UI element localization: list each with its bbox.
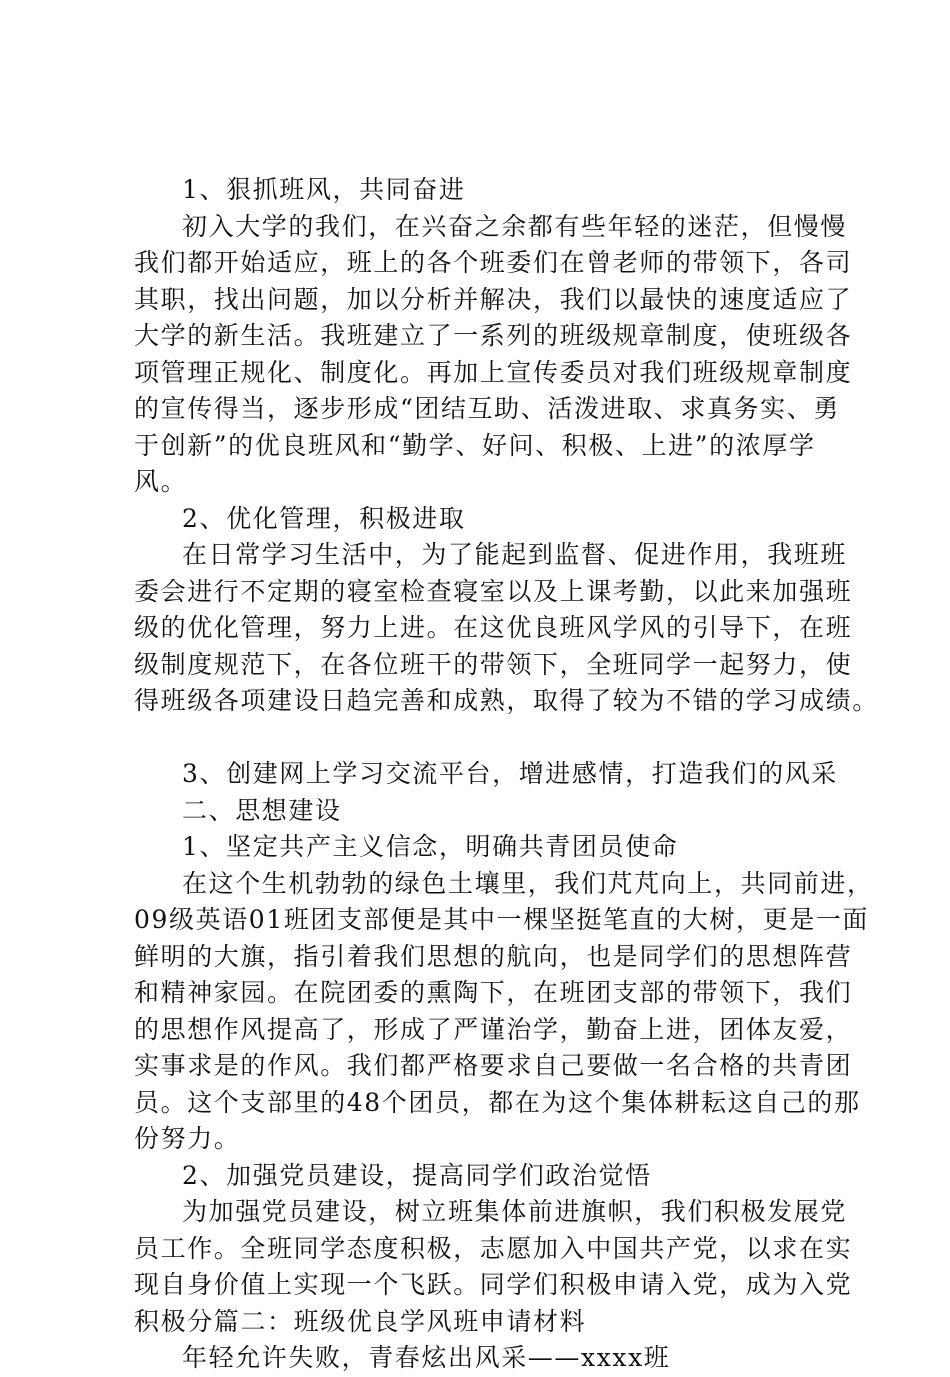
chapter-heading: 二、思想建设: [182, 795, 342, 825]
paragraph-line: 得班级各项建设日趋完善和成熟，取得了较为不错的学习成绩。: [134, 686, 879, 715]
paragraph-line: 现自身价值上实现一个飞跃。同学们积极申请入党，成为入党: [134, 1270, 853, 1299]
paragraph-line: 员工作。全班同学态度积极，志愿加入中国共产党，以求在实: [134, 1233, 853, 1263]
paragraph-line: 积极分篇二：班级优良学风班申请材料: [134, 1306, 587, 1336]
paragraph-line: 员。这个支部里的48个团员，都在为这个集体耕耘这自己的那: [134, 1087, 861, 1117]
paragraph-line: 项管理正规化、制度化。再加上宣传委员对我们班级规章制度: [134, 357, 853, 387]
paragraph-line: 鲜明的大旗，指引着我们思想的航向，也是同学们的思想阵营: [134, 941, 853, 971]
paragraph-line: 我们都开始适应，班上的各个班委们在曾老师的带领下，各司: [134, 248, 853, 277]
section-heading-1: 1、狠抓班风，共同奋进: [182, 175, 466, 204]
paragraph-line: 份努力。: [134, 1124, 241, 1153]
document-body: [134, 172, 879, 1377]
section-heading-4: 1、坚定共产主义信念，明确共青团员使命: [182, 832, 679, 861]
section-heading-3: 3、创建网上学习交流平台，增进感情，打造我们的风采: [182, 759, 838, 788]
paragraph-line: 初入大学的我们，在兴奋之余都有些年轻的迷茫，但慢慢: [182, 211, 848, 241]
paragraph-line: 在日常学习生活中，为了能起到监督、促进作用，我班班: [182, 540, 848, 569]
section-heading-2: 2、优化管理，积极进取: [182, 503, 466, 533]
paragraph-line: 委会进行不定期的寝室检查寝室以及上课考勤，以此来加强班: [134, 576, 853, 606]
paragraph-line: 和精神家园。在院团委的熏陶下，在班团支部的带领下，我们: [134, 978, 853, 1007]
paragraph-line: 级的优化管理，努力上进。在这优良班风学风的引导下，在班: [134, 613, 853, 642]
paragraph-line: 大学的新生活。我班建立了一系列的班级规章制度，使班级各: [134, 321, 853, 350]
paragraph-line: 的思想作风提高了，形成了严谨治学，勤奋上进，团体友爱，: [134, 1014, 853, 1044]
paragraph-line: 风。: [134, 467, 188, 496]
paragraph-line: 实事求是的作风。我们都严格要求自己要做一名合格的共青团: [134, 1051, 853, 1080]
closing-line: 年轻允许失败，青春炫出风采——xxxx班: [182, 1343, 671, 1372]
paragraph-line: 的宣传得当，逐步形成“团结互助、活泼进取、求真务实、勇: [134, 394, 840, 423]
paragraph-line: 其职，找出问题，加以分析并解决，我们以最快的速度适应了: [134, 284, 853, 314]
paragraph-line: 为加强党员建设，树立班集体前进旗帜，我们积极发展党: [182, 1197, 848, 1226]
section-heading-5: 2、加强党员建设，提高同学们政治觉悟: [182, 1160, 652, 1190]
blank-line: [134, 720, 850, 757]
paragraph-line: 于创新”的优良班风和“勤学、好问、积极、上进”的浓厚学: [134, 430, 816, 460]
paragraph-line: 级制度规范下，在各位班干的带领下，全班同学一起努力，使: [134, 649, 853, 679]
paragraph-line: 在这个生机勃勃的绿色土壤里，我们芃芃向上，共同前进，: [182, 868, 874, 898]
paragraph-line: 09级英语01班团支部便是其中一棵坚挺笔直的大树，更是一面: [134, 905, 870, 934]
